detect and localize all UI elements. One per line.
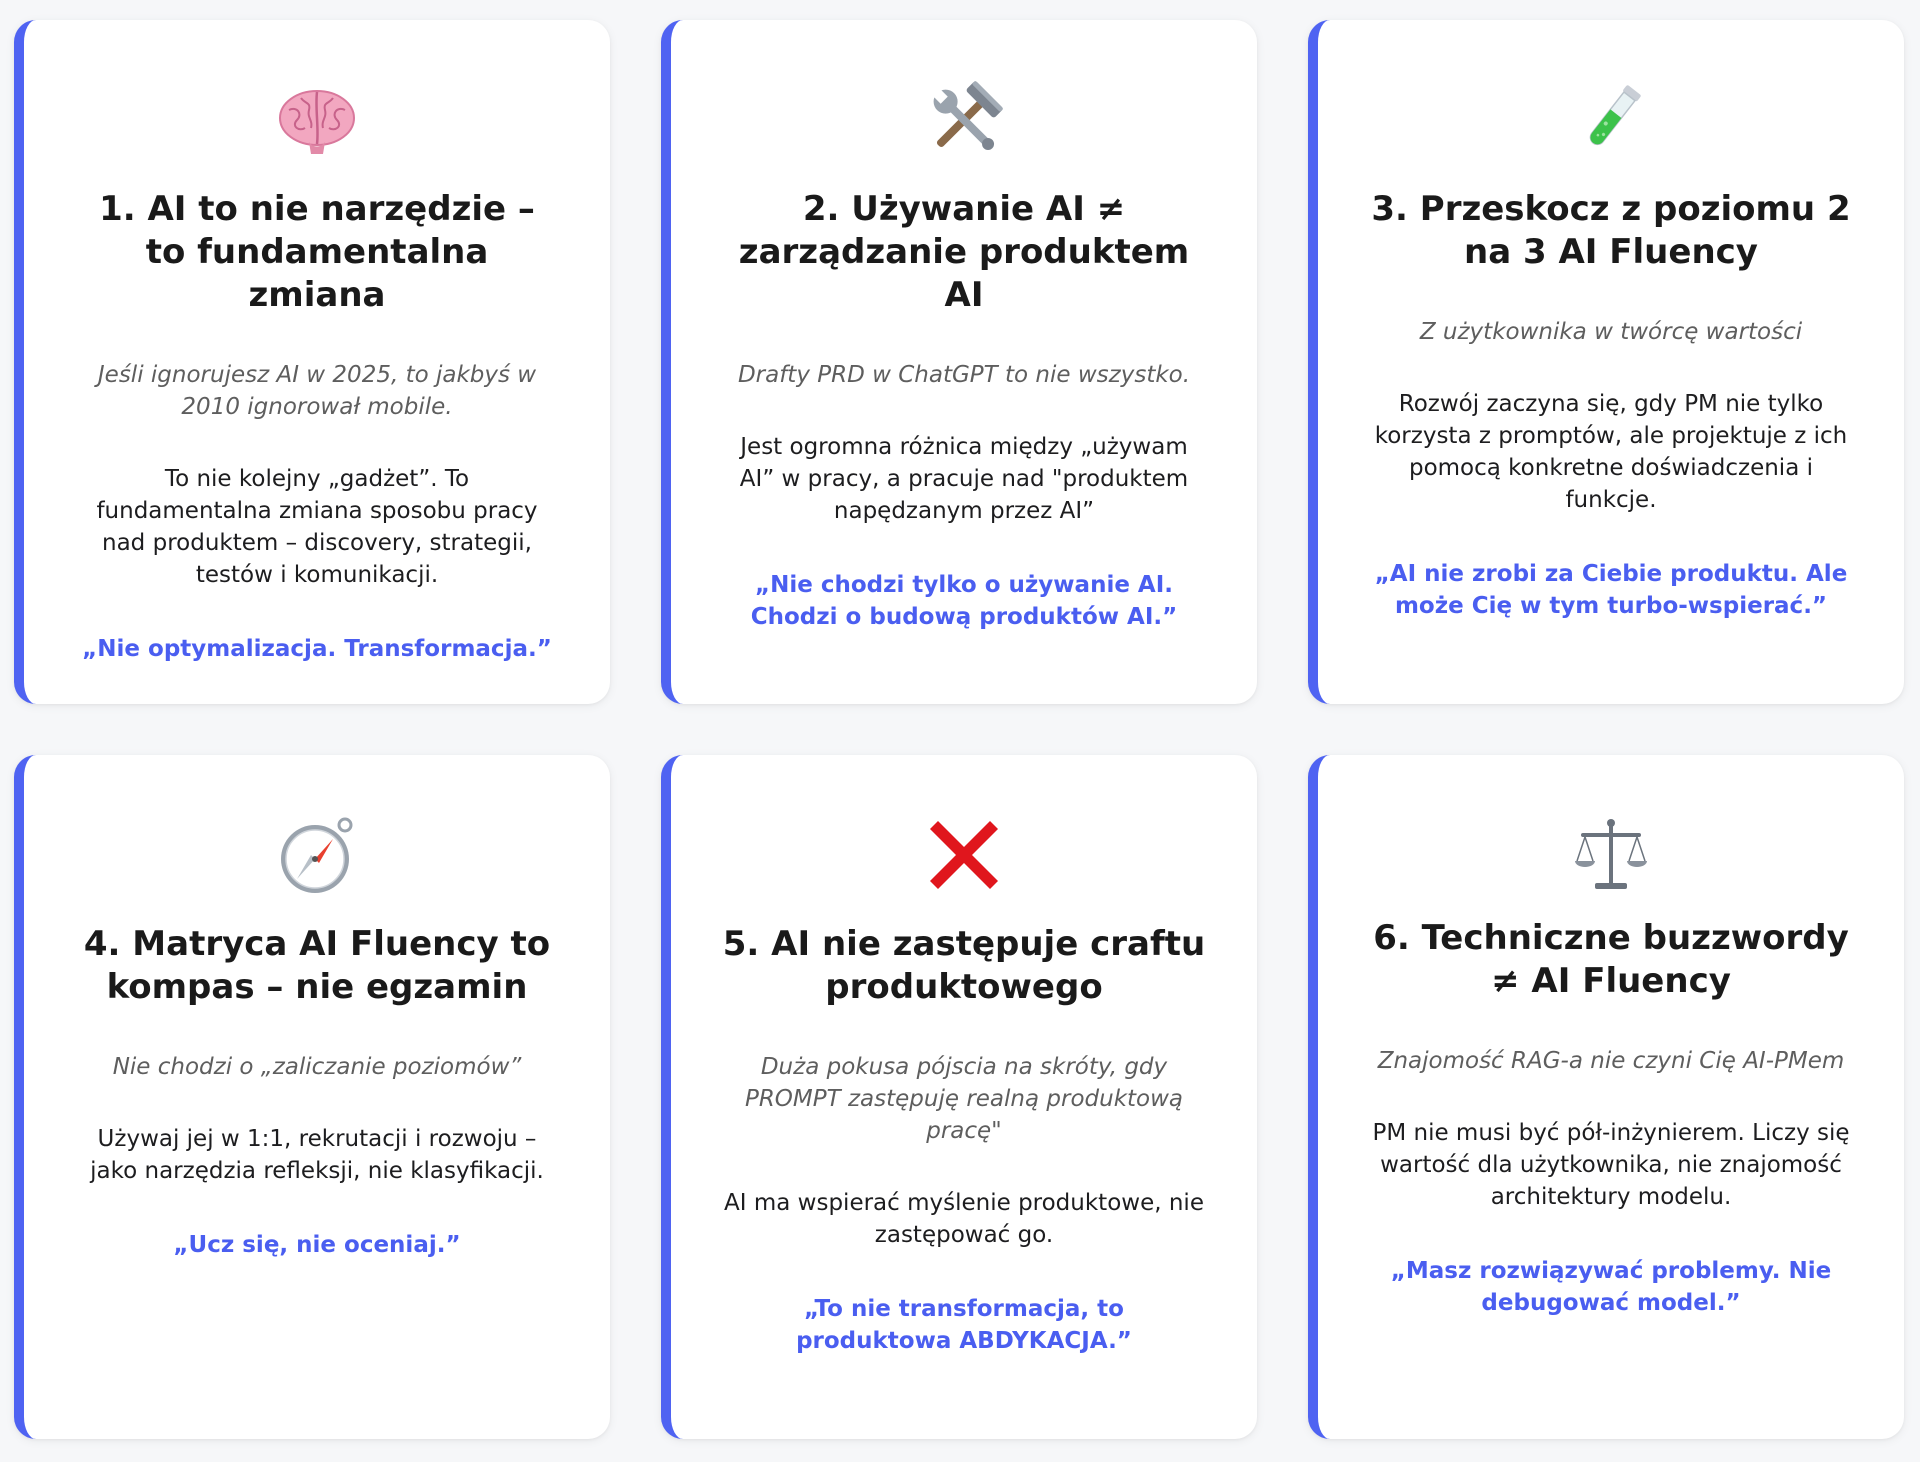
card-subtitle: Z użytkownika w twórcę wartości — [1419, 319, 1803, 345]
card-subtitle: Znajomość RAG-a nie czyni Cię AI-PMem — [1377, 1048, 1845, 1074]
hammer-and-wrench-icon — [922, 78, 1006, 162]
cards-grid — [14, 20, 1904, 1439]
card-body: Jest ogromna różnica między „używam AI” w pracy, a pracuje nad "produktem napędzanym przez AI” — [739, 434, 1189, 524]
card-subtitle: Duża pokusa pójscia na skróty, gdy PROMPT zastępuję realną produktową pracę" — [744, 1054, 1184, 1144]
card-title: 6. Techniczne buzzwordy ≠ AI Fluency — [1373, 918, 1849, 1001]
card-ai-fundamental-change — [14, 20, 610, 704]
card-quote: „Nie optymalizacja. Transformacja.” — [82, 636, 552, 662]
card-quote: „Nie chodzi tylko o używanie AI. Chodzi o budową produktów AI.” — [750, 572, 1178, 630]
card-ai-not-replacing-craft — [661, 755, 1257, 1439]
card-title: 2. Używanie AI ≠ zarządzanie produktem AI — [738, 189, 1190, 315]
card-subtitle: Drafty PRD w ChatGPT to nie wszystko. — [737, 362, 1191, 388]
card-ai-fluency-matrix-compass — [14, 755, 610, 1439]
card-quote: „AI nie zrobi za Ciebie produktu. Ale może Cię w tym turbo-wspierać.” — [1374, 561, 1848, 619]
card-quote: „To nie transformacja, to produktowa ABDYKACJA.” — [796, 1296, 1132, 1354]
card-body: AI ma wspierać myślenie produktowe, nie zastępować go. — [724, 1190, 1204, 1248]
card-subtitle: Nie chodzi o „zaliczanie poziomów” — [112, 1054, 522, 1080]
card-body: Używaj jej w 1:1, rekrutacji i rozwoju – jako narzędzia refleksji, nie klasyfikacji. — [90, 1126, 544, 1184]
card-quote: „Masz rozwiązywać problemy. Nie debugować model.” — [1390, 1258, 1832, 1316]
compass-icon — [275, 813, 359, 897]
card-body: To nie kolejny „gadżet”. To fundamentalna zmiana sposobu pracy nad produktem – discovery, strategii, testów i komunikacji. — [96, 466, 538, 588]
test-tube-icon — [1569, 78, 1653, 162]
cross-mark-icon — [922, 813, 1006, 897]
card-title: 4. Matryca AI Fluency to kompas – nie egzamin — [83, 924, 551, 1007]
card-body: PM nie musi być pół-inżynierem. Liczy się wartość dla użytkownika, nie znajomość architektury modelu. — [1372, 1120, 1850, 1210]
card-using-ai-vs-ai-product — [661, 20, 1257, 704]
card-quote: „Ucz się, nie oceniaj.” — [173, 1232, 461, 1258]
card-ai-fluency-level-jump — [1308, 20, 1904, 704]
card-technical-buzzwords — [1308, 755, 1904, 1439]
card-body: Rozwój zaczyna się, gdy PM nie tylko korzysta z promptów, ale projektuje z ich pomocą konkretne doświadczenia i funkcje. — [1374, 391, 1848, 513]
card-title: 3. Przeskocz z poziomu 2 na 3 AI Fluency — [1371, 189, 1851, 272]
card-title: 5. AI nie zastępuje craftu produktowego — [722, 924, 1206, 1007]
brain-icon — [275, 78, 359, 162]
card-title: 1. AI to nie narzędzie – to fundamentalna zmiana — [99, 189, 535, 315]
balance-scale-icon — [1569, 813, 1653, 897]
card-subtitle: Jeśli ignorujesz AI w 2025, to jakbyś w 2010 ignorował mobile. — [97, 362, 537, 420]
